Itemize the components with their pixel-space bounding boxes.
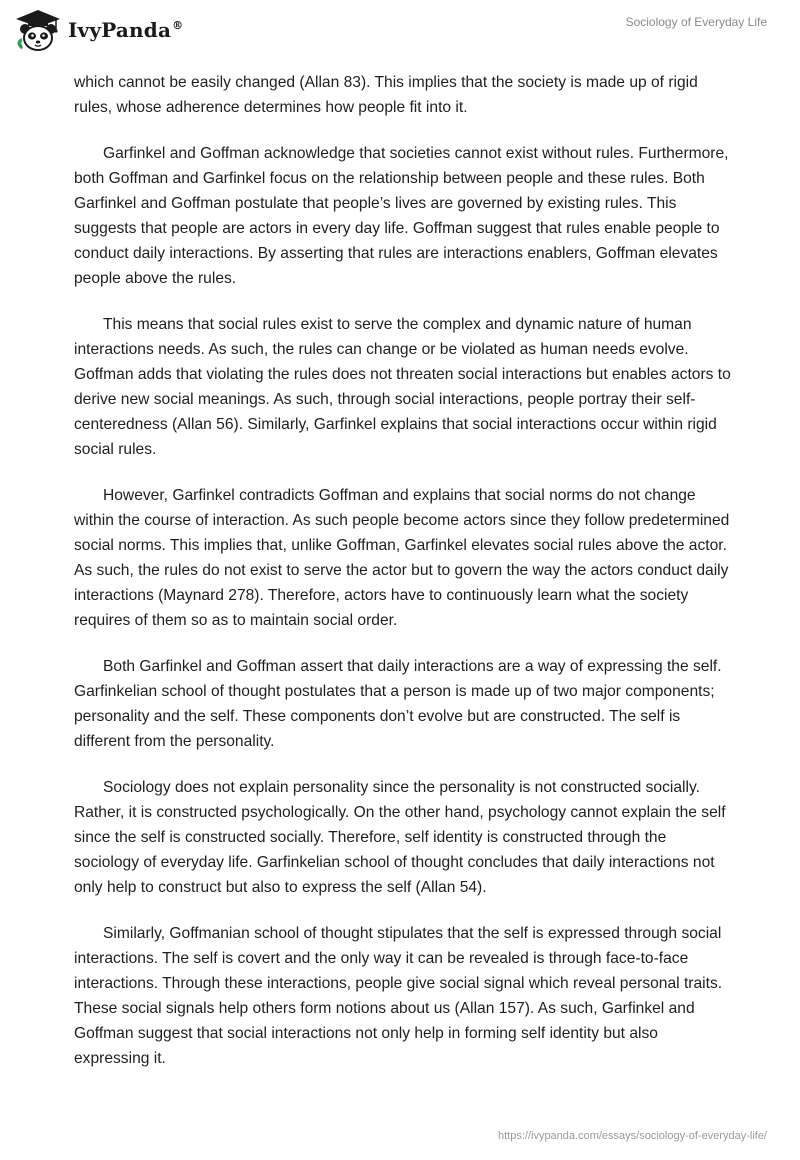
paragraph: However, Garfinkel contradicts Goffman and explains that social norms do not change within the course of interaction. As such people become actors since they follow predetermined social norms. This implies that, unlike Goffman, Garfinkel elevates social rules above the actor. As such, the rules do not exist to serve the actor but to govern the way the actors conduct daily interactions (Maynard 278). Therefore, actors have to continuously learn what the society requires of them so as to maintain social order. [74,487,730,629]
source-url-link[interactable]: https://ivypanda.com/essays/sociology-of-everyday-life/ [497,1130,767,1142]
paragraph: This means that social rules exist to serve the complex and dynamic nature of human interactions needs. As such, the rules can change or be violated as human needs evolve. Goffman adds that violating the rules does not threaten social interactions but enables actors to derive new social meanings. As such, through social interactions, people portray their self-centeredness (Allan 56). Similarly, Garfinkel explains that social interactions occur within rigid social rules. [74,316,731,458]
ivypanda-logo[interactable] [14,8,183,52]
paragraph: Sociology does not explain personality since the personality is not constructed socially. Rather, it is constructed psychologically. On the other hand, psychology cannot explain the self since the self is constructed socially. Therefore, self identity is constructed through the sociology of everyday life. Garfinkelian school of thought concludes that daily interactions not only help to construct but also to express the self (Allan 54). [74,779,726,896]
panda-graduate-icon [14,8,62,52]
brand-name: IvyPanda® [68,18,184,42]
paragraph: Similarly, Goffmanian school of thought stipulates that the self is expressed through social interactions. The self is covert and the only way it can be revealed is through face-to-face interactions. Through these interactions, people give social signal which reveal personal traits. These social signals help others form notions about us (Allan 157). As such, Garfinkel and Goffman suggest that social interactions not only help in forming self identity but also expressing it. [74,925,723,1067]
paragraph: Both Garfinkel and Goffman assert that daily interactions are a way of expressing the self. Garfinkelian school of thought postulates that a person is made up of two major components; personality and the self. These components don’t evolve but are constructed. The self is different from the personality. [74,658,722,750]
paragraph: Garfinkel and Goffman acknowledge that societies cannot exist without rules. Furthermore, both Goffman and Garfinkel focus on the relationship between people and these rules. Both Garfinkel and Goffman postulate that people’s lives are governed by existing rules. This suggests that people are actors in every day life. Goffman suggest that rules enable people to conduct daily interactions. By asserting that rules are interactions enablers, Goffman elevates people above the rules. [74,145,729,287]
essay-body [74,70,734,1092]
page-header [0,0,800,64]
document-title: Sociology of Everyday Life [625,15,767,29]
paragraph: which cannot be easily changed (Allan 83). This implies that the society is made up of rigid rules, whose adherence determines how people fit into it. [74,74,698,116]
